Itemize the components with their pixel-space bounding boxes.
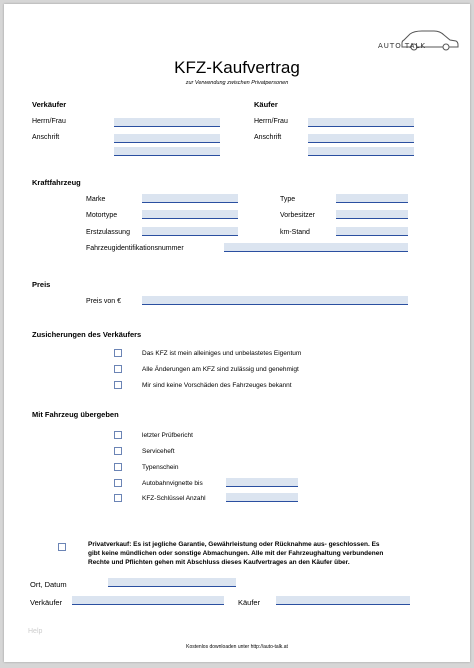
seller-heading: Verkäufer: [32, 100, 67, 109]
seller-signature-label: Verkäufer: [30, 598, 63, 607]
place-date-field[interactable]: [108, 578, 236, 587]
buyer-name-label: Herrn/Frau: [254, 118, 288, 125]
buyer-heading: Käufer: [254, 100, 278, 109]
private-sale-checkbox[interactable]: [58, 543, 66, 551]
seller-address-field-2[interactable]: [114, 147, 220, 156]
private-sale-text: [88, 540, 418, 567]
seller-address-field-1[interactable]: [114, 134, 220, 143]
assurance-checkbox-2[interactable]: [114, 365, 122, 373]
seller-name-field[interactable]: [114, 118, 220, 127]
handover-heading: Mit Fahrzeug übergeben: [32, 410, 119, 419]
registration-field[interactable]: [142, 227, 238, 236]
vin-label: Fahrzeugidentifikationsnummer: [86, 245, 184, 252]
assurances-heading: Zusicherungen des Verkäufers: [32, 330, 142, 339]
price-field[interactable]: [142, 296, 408, 305]
handover-checkbox-1[interactable]: [114, 431, 122, 439]
assurance-checkbox-1[interactable]: [114, 349, 122, 357]
brand-label: Marke: [86, 196, 106, 203]
footer-text: Kostenlos downloaden unter http://auto-talk.at: [186, 644, 288, 650]
page-title: KFZ-Kaufvertrag: [174, 58, 300, 77]
private-sale-line-3: Rechte und Pflichten gehen mit Abschluss dieses Kaufvertrages an den Käufer über.: [88, 559, 350, 566]
handover-item-2: Serviceheft: [142, 448, 175, 455]
handover-checkbox-3[interactable]: [114, 463, 122, 471]
logo-text: AUTO TALK: [378, 42, 426, 50]
buyer-signature-label: Käufer: [238, 598, 261, 607]
assurance-checkbox-3[interactable]: [114, 381, 122, 389]
place-date-label: Ort, Datum: [30, 580, 67, 589]
assurance-item-1: Das KFZ ist mein alleiniges und unbelastetes Eigentum: [142, 350, 302, 357]
seller-address-label: Anschrift: [32, 134, 60, 141]
price-label: Preis von €: [86, 298, 122, 305]
prev-owner-label: Vorbesitzer: [280, 212, 316, 219]
assurance-item-2: Alle Änderungen am KFZ sind zulässig und genehmigt: [142, 366, 299, 373]
vin-field[interactable]: [224, 243, 408, 252]
handover-checkbox-2[interactable]: [114, 447, 122, 455]
buyer-signature-field[interactable]: [276, 596, 410, 605]
assurance-item-3: Mir sind keine Vorschäden des Fahrzeuges bekannt: [142, 382, 292, 389]
handover-item-5: KFZ-Schlüssel Anzahl: [142, 495, 206, 502]
engine-label: Motortype: [86, 212, 118, 219]
registration-label: Erstzulassung: [86, 229, 130, 236]
type-field[interactable]: [336, 194, 408, 203]
price-heading: Preis: [32, 280, 51, 289]
document-page: [4, 4, 470, 662]
handover-item-3: Typenschein: [142, 464, 179, 471]
handover-item-1: letzter Prüfbericht: [142, 432, 193, 439]
seller-signature-field[interactable]: [72, 596, 224, 605]
key-count-field[interactable]: [226, 493, 298, 502]
vehicle-heading: Kraftfahrzeug: [32, 178, 81, 187]
seller-name-label: Herrn/Frau: [32, 118, 66, 125]
handover-item-4: Autobahnvignette bis: [142, 480, 203, 487]
brand-field[interactable]: [142, 194, 238, 203]
handover-checkbox-5[interactable]: [114, 494, 122, 502]
handover-checkbox-4[interactable]: [114, 479, 122, 487]
buyer-address-field-1[interactable]: [308, 134, 414, 143]
private-sale-line-1: Privatverkauf: Es ist jegliche Garantie, Gewährleistung oder Rücknahme aus- geschlossen. Es: [88, 541, 380, 548]
mileage-field[interactable]: [336, 227, 408, 236]
engine-field[interactable]: [142, 210, 238, 219]
page-subtitle: zur Verwendung zwischen Privatpersonen: [185, 80, 289, 86]
type-label: Type: [280, 196, 296, 203]
private-sale-line-2: gibt keine mündlichen oder sonstige Abmachungen. Alle mit der Fahrzeughaltung verbundenen: [88, 550, 384, 557]
buyer-address-field-2[interactable]: [308, 147, 414, 156]
mileage-label: km-Stand: [280, 229, 310, 236]
buyer-address-label: Anschrift: [254, 134, 282, 141]
watermark-text: Help: [28, 628, 43, 635]
vignette-date-field[interactable]: [226, 478, 298, 487]
buyer-name-field[interactable]: [308, 118, 414, 127]
prev-owner-field[interactable]: [336, 210, 408, 219]
